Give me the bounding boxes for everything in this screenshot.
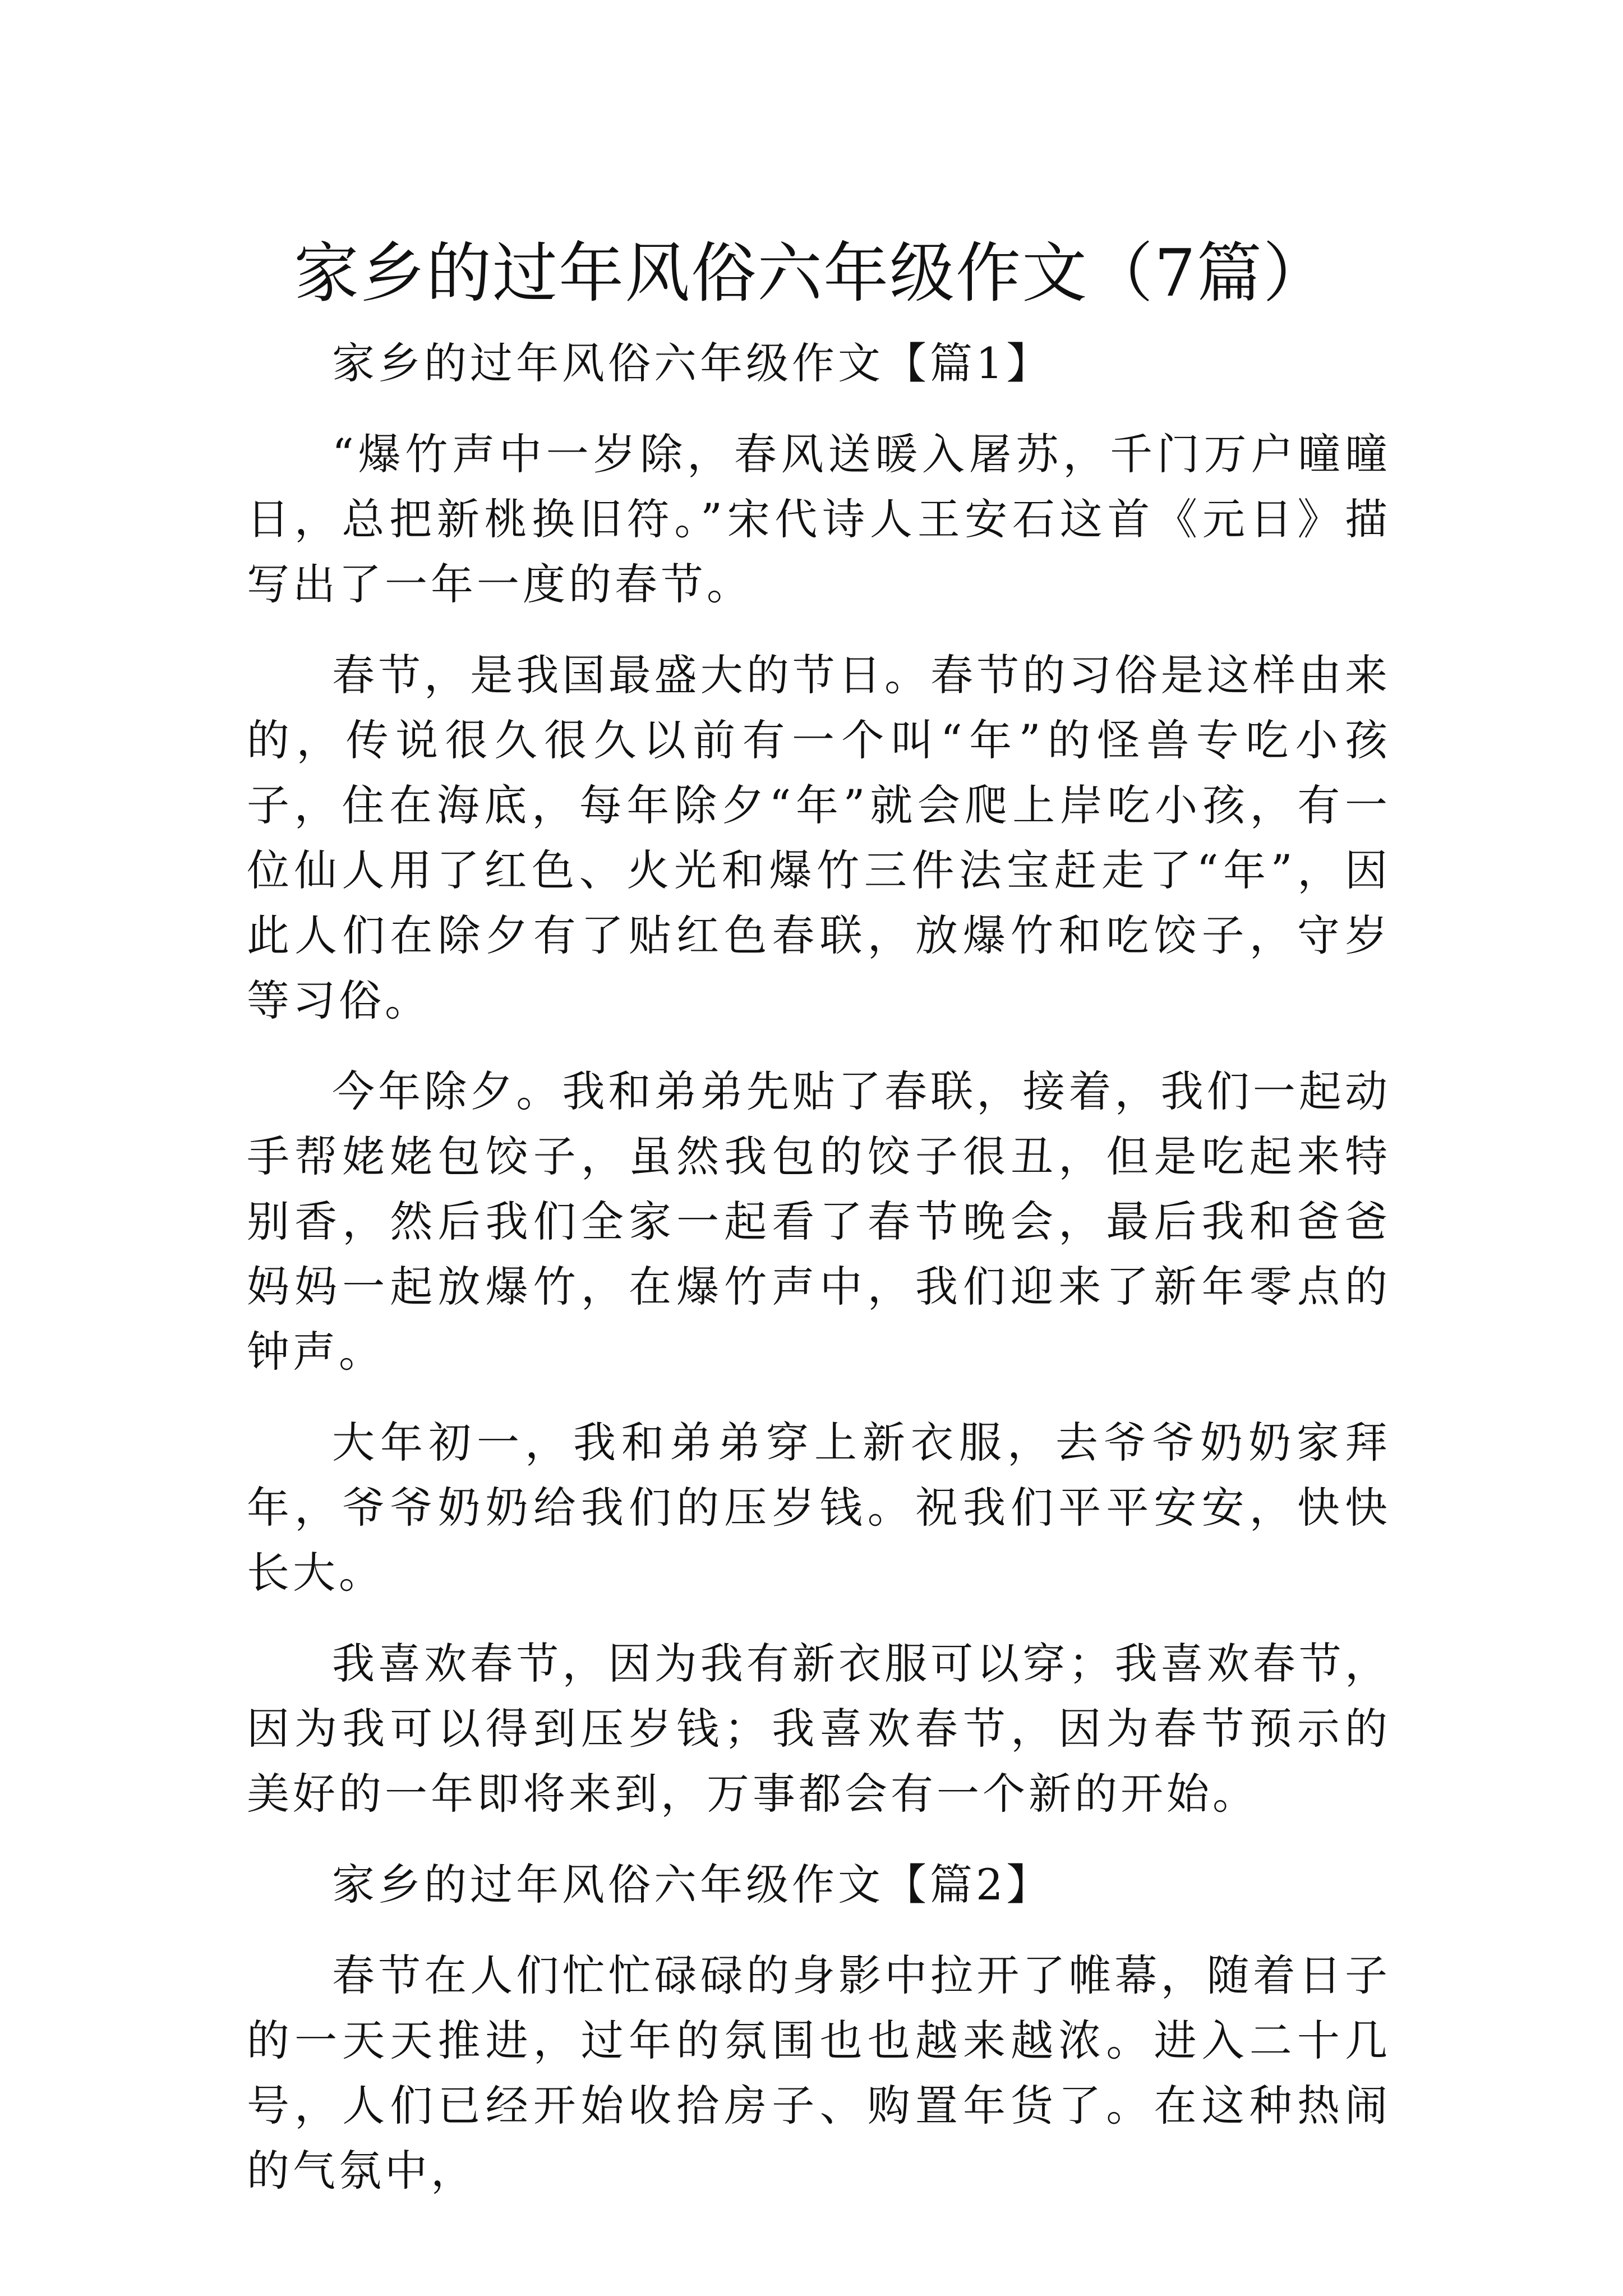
document-title: 家乡的过年风俗六年级作文（7篇） bbox=[294, 235, 1329, 311]
paragraph: 春节在人们忙忙碌碌的身影中拉开了帷幕，随着日子的一天天推进，过年的氛围也也越来越浓。进入二十几号，人们已经开始收拾房子、购置年货了。在这种热闹的气氛中， bbox=[247, 1950, 1391, 2196]
paragraph: 大年初一，我和弟弟穿上新衣服，去爷爷奶奶家拜年，爷爷奶奶给我们的压岁钱。祝我们平平安安，快快长大。 bbox=[247, 1418, 1391, 1598]
paragraph: 今年除夕。我和弟弟先贴了春联，接着，我们一起动手帮姥姥包饺子，虽然我包的饺子很丑，但是吃起来特别香，然后我们全家一起看了春节晚会，最后我和爸爸妈妈一起放爆竹，在爆竹声中，我们迎来了新年零点的钟声。 bbox=[247, 1066, 1391, 1377]
section-heading-2: 家乡的过年风俗六年级作文【篇2】 bbox=[332, 1860, 1053, 1910]
document-body bbox=[247, 331, 1391, 2229]
paragraph: 我喜欢春节，因为我有新衣服可以穿；我喜欢春节，因为我可以得到压岁钱；我喜欢春节，因为春节预示的美好的一年即将来到，万事都会有一个新的开始。 bbox=[247, 1639, 1391, 1819]
paragraph: “爆竹声中一岁除，春风送暖入屠苏，千门万户曈曈日，总把新桃换旧符。”宋代诗人王安石这首《元日》描写出了一年一度的春节。 bbox=[247, 429, 1391, 609]
section-heading-1: 家乡的过年风俗六年级作文【篇1】 bbox=[332, 338, 1053, 388]
paragraph: 春节，是我国最盛大的节日。春节的习俗是这样由来的，传说很久很久以前有一个叫“年”的怪兽专吃小孩子，住在海底，每年除夕“年”就会爬上岸吃小孩，有一位仙人用了红色、火光和爆竹三件法宝赶走了“年”，因此人们在除夕有了贴红色春联，放爆竹和吃饺子，守岁等习俗。 bbox=[247, 650, 1391, 1025]
